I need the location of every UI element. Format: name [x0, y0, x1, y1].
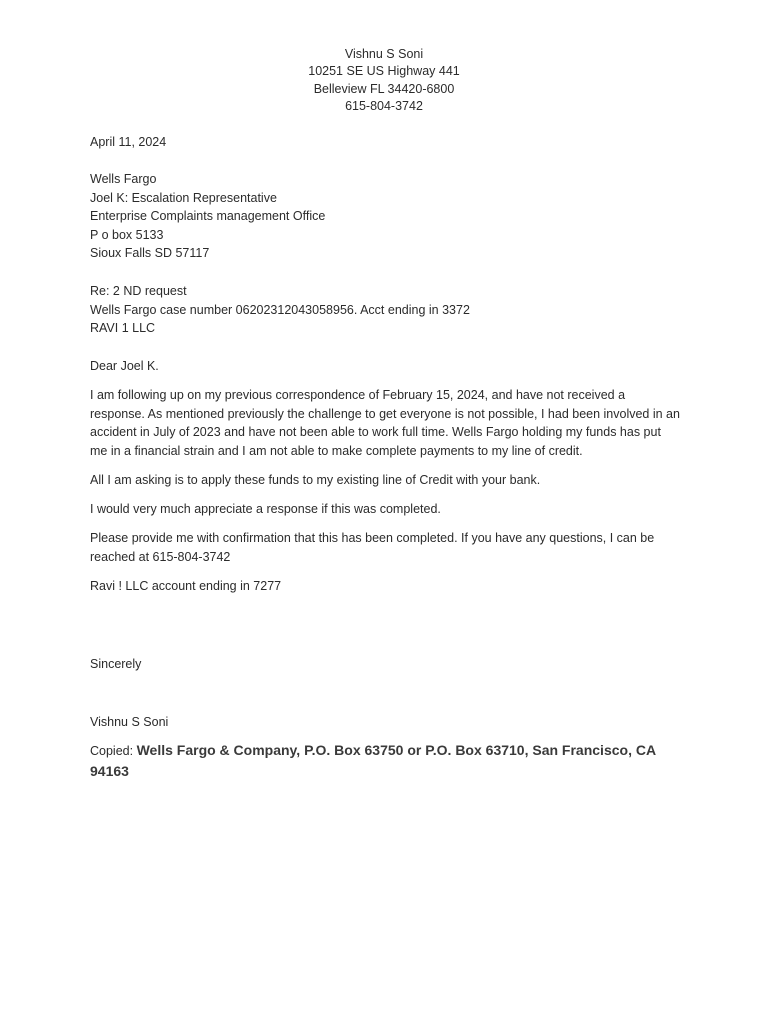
recipient-contact: Joel K: Escalation Representative [90, 190, 277, 205]
body-paragraph: I would very much appreciate a response if this was completed. [90, 501, 441, 516]
body-paragraph: All I am asking is to apply these funds to my existing line of Credit with your bank. [90, 472, 541, 487]
recipient-city-state-zip: Sioux Falls SD 57117 [90, 246, 210, 261]
letter-date: April 11, 2024 [90, 135, 167, 149]
recipient-block [90, 170, 680, 263]
copied-label: Copied: [90, 744, 134, 758]
copied-value: Wells Fargo & Company, P.O. Box 63750 or P.O. Box 63710, San Francisco, CA 94163 [90, 742, 656, 779]
body-paragraph: Please provide me with confirmation that this has been completed. If you have any questions, I can be reached at 615-804-3742 [90, 531, 655, 564]
body-paragraph: I am following up on my previous correspondence of February 15, 2024, and have not received a response. As mentioned previously the challenge to get everyone is not possible, I had been involved in an accident in July of 2023 and have not been able to work full time. Wells Fargo holding my funds has put me in a financial strain and I am not able to make complete payments to my line of credit. [90, 388, 680, 458]
copied-line [90, 741, 690, 782]
signature-name: Vishnu S Soni [90, 715, 169, 729]
reference-block [90, 282, 680, 338]
recipient-company: Wells Fargo [90, 172, 157, 186]
salutation: Dear Joel K. [90, 359, 159, 373]
re-line: Re: 2 ND request [90, 284, 187, 298]
entity-line: RAVI 1 LLC [90, 321, 156, 336]
letter-body [90, 386, 680, 606]
closing: Sincerely [90, 657, 142, 671]
body-paragraph: Ravi ! LLC account ending in 7277 [90, 578, 282, 593]
sender-name: Vishnu S Soni [344, 47, 424, 61]
sender-address-line2: Belleview FL 34420-6800 [313, 81, 455, 96]
recipient-office: Enterprise Complaints management Office [90, 209, 326, 224]
sender-block [0, 46, 768, 116]
recipient-po-box: P o box 5133 [90, 227, 164, 242]
case-line: Wells Fargo case number 06202312043058956. Acct ending in 3372 [90, 302, 470, 317]
sender-address-line1: 10251 SE US Highway 441 [308, 64, 460, 79]
sender-phone: 615-804-3742 [345, 99, 423, 114]
